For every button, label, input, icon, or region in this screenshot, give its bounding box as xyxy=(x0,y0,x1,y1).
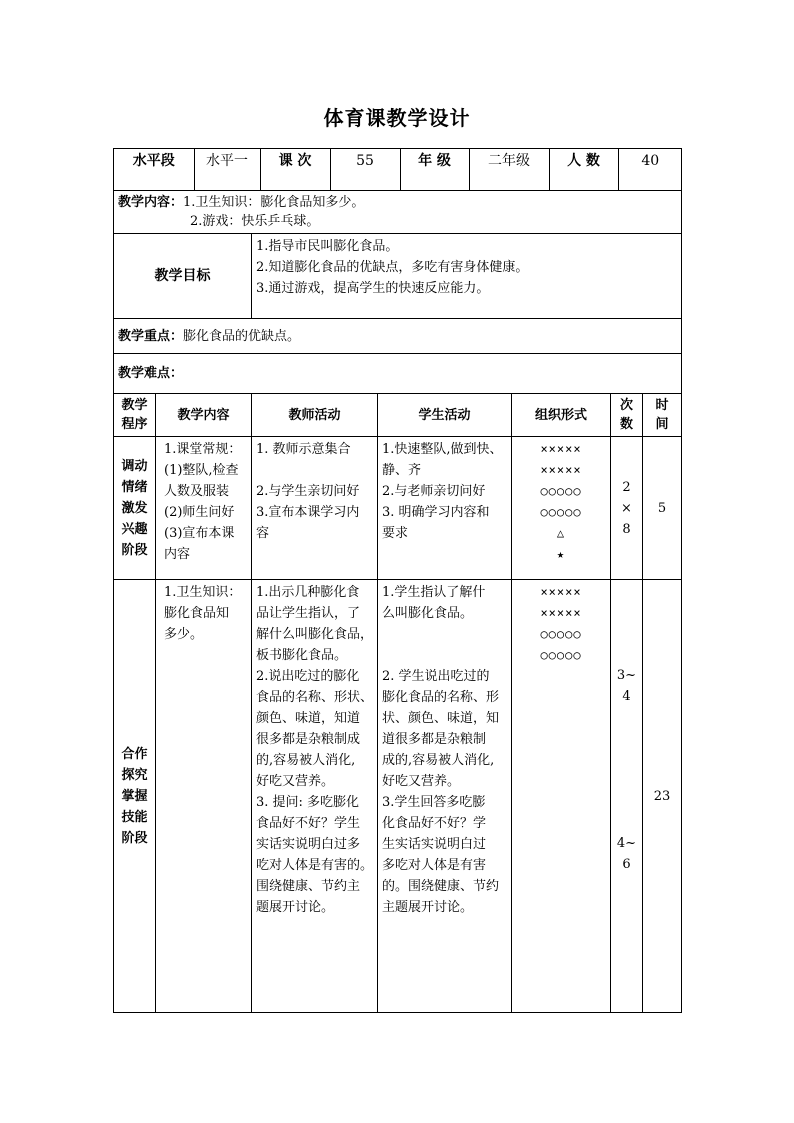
column-header-row xyxy=(114,394,682,437)
stage-1-content: 1.课堂常规： (1)整队,检查 人数及服装 (2)师生问好 (3)宣布本课 内容 xyxy=(156,437,252,580)
col-organization: 组织形式 xyxy=(512,394,611,437)
key-point-row xyxy=(114,319,682,354)
lesson-plan-table xyxy=(113,148,682,1013)
key-point-value: 膨化食品的优缺点。 xyxy=(183,328,301,344)
stage-1-formation: ××××× ××××× ○○○○○ ○○○○○ △ ★ xyxy=(512,437,611,580)
stage-1-label: 调动 情绪 激发 兴趣 阶段 xyxy=(114,437,156,580)
stage-2-student: 1.学生指认了解什 么叫膨化食品。 2. 学生说出吃过的 膨化食品的名称、形 状、颜色、味道，知 道很多都是杂粮制 成的,容易被人消化, 好吃又营养。 3.学生回答多吃膨 化食品好不好？学 生实话实说明白过 多吃对人体是有害 的。围绕健康、节约 主题展开讨论。 xyxy=(378,580,512,1013)
level-value: 水平一 xyxy=(194,149,260,190)
grade-value: 二年级 xyxy=(469,149,549,190)
count-value: 40 xyxy=(641,153,660,169)
teacher-triangle-icon: △ xyxy=(556,526,566,540)
table-row xyxy=(114,580,682,1013)
table-row xyxy=(114,437,682,580)
col-teacher: 教师活动 xyxy=(252,394,378,437)
content-line-1: 1.卫生知识：膨化食品知多少。 xyxy=(183,195,365,210)
col-times: 次 数 xyxy=(611,394,643,437)
col-stage: 教学 程序 xyxy=(114,394,156,437)
content-label: 教学内容： xyxy=(118,195,184,210)
star-icon: ★ xyxy=(556,547,566,561)
header-row xyxy=(114,149,682,191)
stage-2-times: 3~ 4 4~ 6 xyxy=(611,580,643,1013)
stage-1-time: 5 xyxy=(643,437,682,580)
col-time: 时 间 xyxy=(643,394,682,437)
stage-2-teacher: 1.出示几种膨化食 品让学生指认，了 解什么叫膨化食品， 板书膨化食品。 2.说出吃过的膨化 食品的名称、形状、 颜色、味道，知道 很多都是杂粮制成 的,容易被人消化, 好吃又营养。 3. 提问: 多吃膨化 食品好不好？学生 实话实说明白过多 吃对人体是有害的。 围绕健康、节约主 题展开讨论。 xyxy=(252,580,378,1013)
key-point-label: 教学重点： xyxy=(118,328,184,344)
difficulty-label: 教学难点： xyxy=(118,366,184,381)
stage-2-content: 1.卫生知识： 膨化食品知 多少。 xyxy=(156,580,252,1013)
level-label: 水平段 xyxy=(114,149,194,190)
goal-item: 2.知道膨化食品的优缺点，多吃有害身体健康。 xyxy=(256,260,529,275)
stage-2-time: 23 xyxy=(643,580,682,1013)
difficulty-row xyxy=(114,354,682,394)
grade-label: 年 级 xyxy=(400,149,469,190)
stage-1-student: 1.快速整队,做到快、 静、齐 2.与老师亲切问好 3. 明确学习内容和 要求 xyxy=(378,437,512,580)
stage-2-label: 合作 探究 掌握 技能 阶段 xyxy=(114,580,156,1013)
goals-row xyxy=(114,234,682,319)
content-row xyxy=(114,191,682,234)
lesson-value: 55 xyxy=(330,149,400,190)
stage-1-teacher: 1. 教师示意集合 2.与学生亲切问好 3.宣布本课学习内 容 xyxy=(252,437,378,580)
stage-1-times: 2 × 8 xyxy=(611,437,643,580)
goal-item: 1.指导市民叫膨化食品。 xyxy=(256,239,399,254)
page-title: 体育课教学设计 xyxy=(323,106,471,130)
stage-2-formation: ××××× ××××× ○○○○○ ○○○○○ xyxy=(512,580,611,1013)
goals-label: 教学目标 xyxy=(114,234,252,319)
count-label: 人 数 xyxy=(549,149,618,190)
col-content: 教学内容 xyxy=(156,394,252,437)
lesson-label: 课 次 xyxy=(260,149,330,190)
goal-item: 3.通过游戏，提高学生的快速反应能力。 xyxy=(256,281,490,296)
col-student: 学生活动 xyxy=(378,394,512,437)
content-line-2: 2.游戏：快乐乒乓球。 xyxy=(190,214,320,229)
